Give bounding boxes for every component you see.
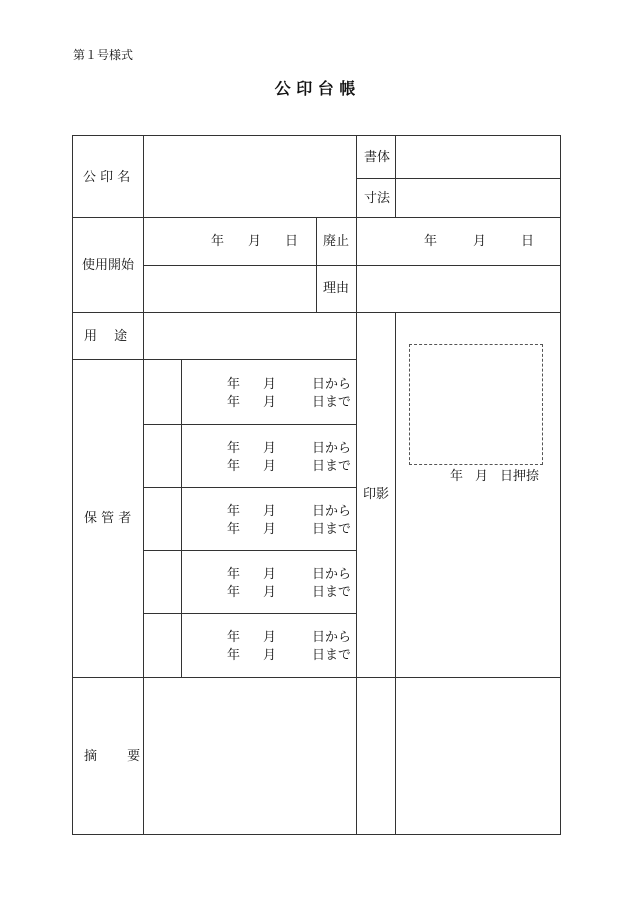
to-month: 月 [263, 459, 277, 474]
size-label: 寸法 [364, 191, 391, 206]
from-month: 月 [263, 567, 277, 582]
to-year: 年 [227, 395, 241, 410]
abolish-month: 月 [473, 234, 487, 249]
start-month: 月 [248, 234, 262, 249]
remarks-label: 摘 要 [84, 749, 141, 764]
from-day: 日から [312, 630, 352, 645]
from-month: 月 [263, 630, 277, 645]
from-year: 年 [227, 377, 241, 392]
to-day: 日まで [312, 585, 352, 600]
to-day: 日まで [312, 522, 352, 537]
typeface-label: 書体 [364, 150, 391, 165]
imprint-label: 印影 [363, 487, 390, 502]
from-day: 日から [312, 377, 352, 392]
to-month: 月 [263, 522, 277, 537]
abolish-day: 日 [521, 234, 535, 249]
purpose-label: 用 途 [84, 329, 128, 344]
abolish-year: 年 [424, 234, 438, 249]
from-month: 月 [263, 377, 277, 392]
custodian-label: 保 管 者 [84, 511, 132, 526]
stamp-month: 月 [475, 469, 489, 484]
to-day: 日まで [312, 395, 352, 410]
from-year: 年 [227, 504, 241, 519]
from-day: 日から [312, 504, 352, 519]
from-day: 日から [312, 567, 352, 582]
page-title: 公 印 台 帳 [274, 79, 356, 98]
from-year: 年 [227, 567, 241, 582]
to-month: 月 [263, 648, 277, 663]
start-day: 日 [285, 234, 299, 249]
from-month: 月 [263, 504, 277, 519]
to-month: 月 [263, 585, 277, 600]
stamp-year: 年 [450, 469, 464, 484]
stamp-day-pressed: 日押捺 [500, 469, 540, 484]
seal-name-label: 公 印 名 [83, 170, 131, 185]
form-number: 第１号様式 [73, 48, 134, 62]
start-year: 年 [211, 234, 225, 249]
from-month: 月 [263, 441, 277, 456]
to-year: 年 [227, 585, 241, 600]
abolish-label: 廃止 [323, 234, 350, 249]
from-day: 日から [312, 441, 352, 456]
to-month: 月 [263, 395, 277, 410]
reason-label: 理由 [323, 281, 350, 296]
start-use-label: 使用開始 [82, 258, 135, 273]
to-year: 年 [227, 522, 241, 537]
seal-imprint-box [409, 344, 543, 465]
from-year: 年 [227, 630, 241, 645]
from-year: 年 [227, 441, 241, 456]
to-day: 日まで [312, 648, 352, 663]
to-day: 日まで [312, 459, 352, 474]
to-year: 年 [227, 459, 241, 474]
to-year: 年 [227, 648, 241, 663]
